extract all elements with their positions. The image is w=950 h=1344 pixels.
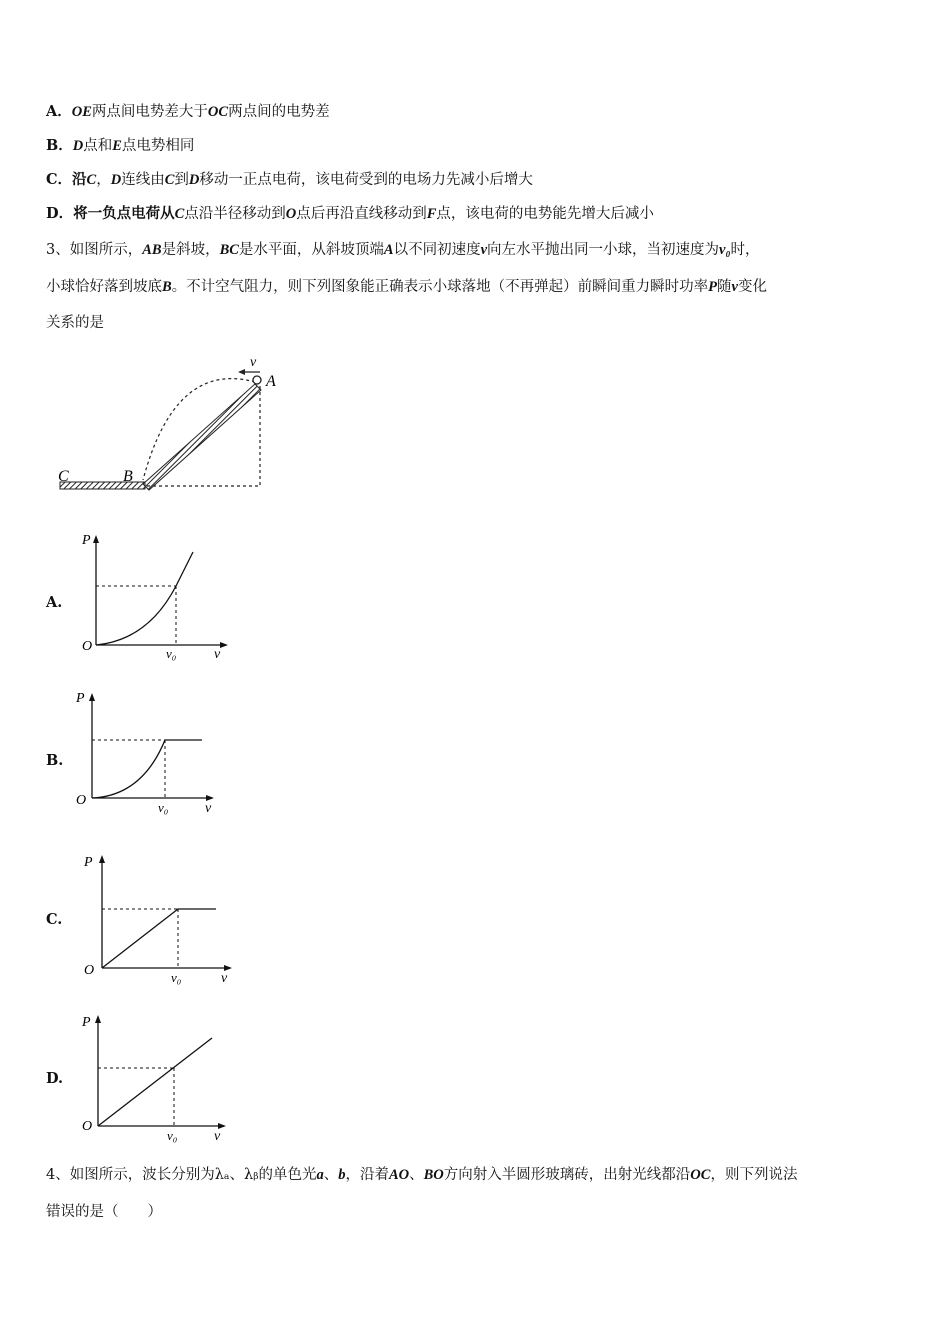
- q4-line2: 错误的是（ ）: [46, 1204, 162, 1220]
- label-v: v: [250, 355, 257, 370]
- option-b-prev: B．D点和E点电势相同: [46, 137, 195, 154]
- trajectory: [143, 379, 255, 480]
- svg-text:v₀: v₀: [166, 646, 177, 661]
- svg-text:P: P: [82, 1015, 91, 1030]
- svg-text:v: v: [214, 647, 221, 662]
- graph-b: [72, 688, 232, 818]
- svg-text:O: O: [84, 963, 95, 978]
- graph-a: [78, 530, 238, 660]
- option-a-prev: A．OE两点间电势差大于OC两点间的电势差: [46, 103, 330, 120]
- curve-d: [98, 1038, 212, 1126]
- q3-line1: 3、如图所示，AB是斜坡，BC是水平面，从斜坡顶端A以不同初速度v向左水平抛出同一小球，当初速度为v₀时，: [46, 242, 760, 258]
- svg-text:v: v: [214, 1129, 221, 1144]
- label-b: B: [123, 468, 133, 485]
- option-d-label: D.: [46, 1070, 64, 1087]
- option-d-prev: D．将一负点电荷从C点沿半径移动到O点后再沿直线移动到F点，该电荷的电势能先增大后减小: [46, 205, 654, 222]
- curve-c: [102, 909, 216, 968]
- q3-line2: 小球恰好落到坡底B。不计空气阻力，则下列图象能正确表示小球落地（不再弹起）前瞬间重力瞬时功率P随v变化: [46, 279, 767, 295]
- label-a: A: [266, 373, 276, 390]
- svg-text:P: P: [82, 533, 91, 548]
- svg-text:O: O: [82, 639, 93, 654]
- svg-text:v₀: v₀: [158, 800, 169, 815]
- svg-text:v₀: v₀: [171, 970, 182, 985]
- label-c: C: [58, 468, 69, 485]
- slope-ab: [143, 384, 261, 490]
- ball: [253, 376, 261, 384]
- svg-text:O: O: [82, 1119, 93, 1134]
- graph-d: [78, 1010, 238, 1145]
- svg-text:v: v: [205, 801, 212, 816]
- graph-c: [80, 850, 240, 985]
- curve-a: [96, 552, 193, 645]
- option-c-prev: C．沿C，D连线由C到D移动一正点电荷，该电荷受到的电场力先减小后增大: [46, 171, 533, 188]
- svg-text:v₀: v₀: [167, 1128, 178, 1143]
- slope-diagram: [55, 350, 285, 500]
- svg-text:O: O: [76, 793, 87, 808]
- svg-text:P: P: [76, 691, 85, 706]
- option-c-label: C.: [46, 911, 63, 928]
- q4-line1: 4、如图所示，波长分别为λₐ、λᵦ的单色光a、b，沿着AO、BO方向射入半圆形玻璃砖，出射光线都沿OC，则下列说法: [46, 1167, 798, 1183]
- svg-text:v: v: [221, 971, 228, 986]
- svg-text:P: P: [84, 855, 93, 870]
- option-b-label: B.: [46, 752, 64, 769]
- option-a-label: A.: [46, 594, 63, 611]
- curve-b: [92, 740, 202, 798]
- q3-line3: 关系的是: [46, 315, 104, 331]
